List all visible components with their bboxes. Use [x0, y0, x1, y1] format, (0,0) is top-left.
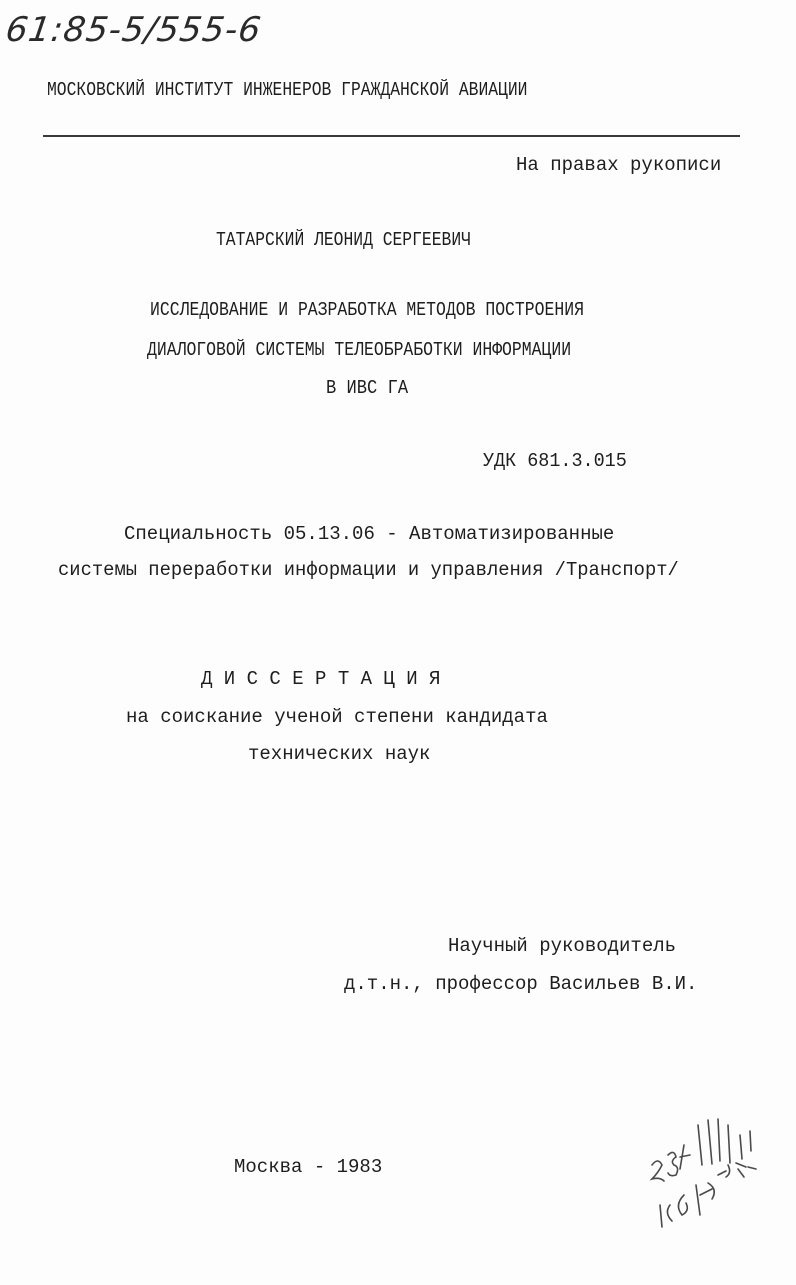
title-line-1: ИССЛЕДОВАНИЕ И РАЗРАБОТКА МЕТОДОВ ПОСТРОЕНИЯ [150, 299, 584, 321]
manuscript-rights-note: На правах рукописи [516, 154, 722, 176]
dissertation-heading: Д И С С Е Р Т А Ц И Я [201, 668, 441, 690]
supervisor-label: Научный руководитель [448, 935, 677, 957]
handwritten-call-number: 61:85-5/555-6 [3, 10, 264, 50]
udk-code: УДК 681.3.015 [483, 450, 627, 472]
handwritten-library-mark [600, 1095, 765, 1245]
institution-name: МОСКОВСКИЙ ИНСТИТУТ ИНЖЕНЕРОВ ГРАЖДАНСКОЙ АВИАЦИИ [47, 79, 528, 101]
header-divider [43, 135, 740, 137]
degree-line-2: технических наук [248, 743, 431, 765]
title-line-2: ДИАЛОГОВОЙ СИСТЕМЫ ТЕЛЕОБРАБОТКИ ИНФОРМАЦИИ [147, 339, 572, 361]
supervisor-name: д.т.н., профессор Васильев В.И. [344, 973, 698, 995]
title-line-3: В ИВС ГА [326, 377, 409, 399]
degree-line-1: на соискание ученой степени кандидата [126, 706, 548, 728]
city-year: Москва - 1983 [234, 1156, 383, 1178]
author-name: ТАТАРСКИЙ ЛЕОНИД СЕРГЕЕВИЧ [216, 229, 471, 251]
specialty-line-1: Специальность 05.13.06 - Автоматизированные [124, 523, 615, 545]
specialty-line-2: системы переработки информации и управления /Транспорт/ [58, 559, 679, 581]
